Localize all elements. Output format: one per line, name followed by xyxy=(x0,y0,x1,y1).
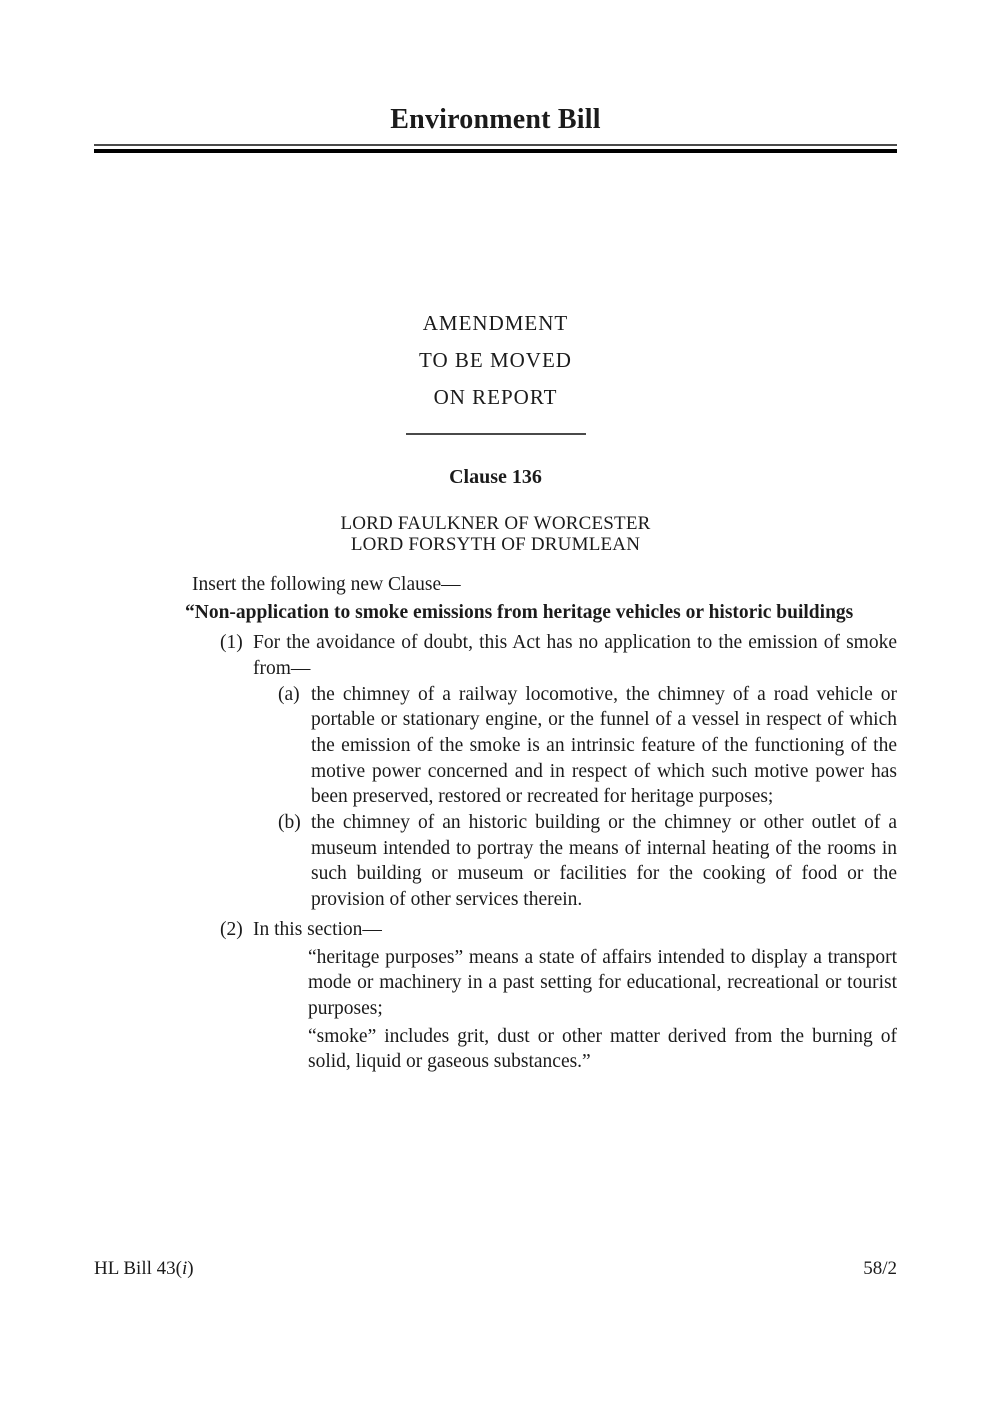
amendment-heading-line-1: AMENDMENT xyxy=(422,310,569,335)
definition-smoke: “smoke” includes grit, dust or other matter derived from the burning of solid, liquid or gaseous substances.” xyxy=(308,1025,897,1073)
clause-item-2 xyxy=(192,917,897,943)
subitem-b-letter: (b) xyxy=(278,812,301,834)
item-2-text: In this section— xyxy=(253,918,382,940)
amendment-heading-line-2: TO BE MOVED xyxy=(419,347,572,372)
amendment-sheet-number: 58/2 xyxy=(863,1258,897,1279)
title-double-rule xyxy=(94,144,897,153)
sponsor-name-2: LORD FORSYTH OF DRUMLEAN xyxy=(350,533,641,555)
sponsor-name-1: LORD FAULKNER OF WORCESTER xyxy=(340,512,651,534)
page-footer xyxy=(94,1258,897,1280)
page-title: Environment Bill xyxy=(390,104,601,135)
amendment-body xyxy=(185,572,897,1075)
item-2-number: (2) xyxy=(220,918,243,940)
new-clause-title: “Non-application to smoke emissions from heritage vehicles or historic buildings xyxy=(185,602,854,624)
clause-heading: Clause 136 xyxy=(449,465,542,488)
title-rule-thick xyxy=(94,149,897,153)
item-1-text: For the avoidance of doubt, this Act has no application to the emission of smoke from— xyxy=(253,632,897,679)
subitem-a-text: the chimney of a railway locomotive, the chimney of a road vehicle or portable or stationary engine, or the funnel of a vessel in respect of which the emission of the smoke is an intrinsic feature of the functioning of the motive power concerned and in respect of which such motive power has been preserved, restored or recreated for heritage purposes; xyxy=(311,683,897,808)
sponsor-list xyxy=(94,513,897,555)
separator-rule xyxy=(406,433,586,435)
subitem-b-text: the chimney of an historic building or the chimney or other outlet of a museum intended to portray the means of internal heating of the rooms in such building or museum or facilities for the cooking of food or the provision of other services therein. xyxy=(311,812,897,911)
instruction-line: Insert the following new Clause— xyxy=(192,573,461,595)
clause-item-1 xyxy=(192,630,897,681)
clause-subitem-b xyxy=(192,810,897,913)
amendment-heading xyxy=(94,305,897,416)
clause-subitem-a xyxy=(192,682,897,811)
subitem-a-letter: (a) xyxy=(278,683,300,705)
bill-reference-italic: i xyxy=(181,1258,188,1279)
item-1-number: (1) xyxy=(220,632,243,654)
bill-reference xyxy=(94,1258,194,1280)
bill-reference-suffix: ) xyxy=(187,1258,194,1279)
definition-heritage-purposes: “heritage purposes” means a state of affairs intended to display a transport mode or machinery in a past setting for educational, recreational or tourist purposes; xyxy=(308,946,897,1019)
bill-reference-prefix: HL Bill 43( xyxy=(94,1258,182,1279)
amendment-heading-line-3: ON REPORT xyxy=(433,384,558,409)
